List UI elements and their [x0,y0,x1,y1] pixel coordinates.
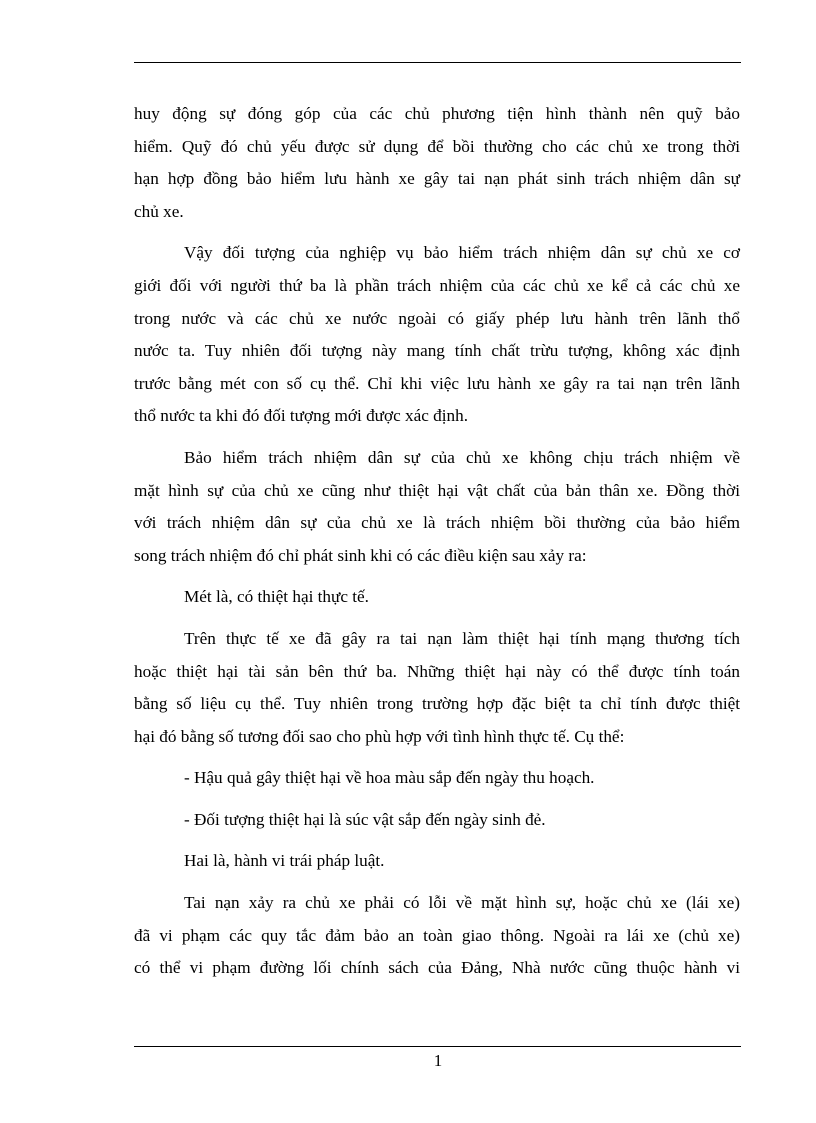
text-line: nước ta. Tuy nhiên đối tượng này mang tính chất trừu tượng, không xác định [134,341,740,361]
text-line: hại đó bằng số tương đối sao cho phù hợp với tình hình thực tế. Cụ thể: [134,726,625,746]
text-line: mặt hình sự của chủ xe cũng như thiệt hại vật chất của bản thân xe. Đồng thời [134,480,740,500]
footer-rule [134,1046,741,1047]
paragraph-1 [134,98,740,228]
text-line: Bảo hiểm trách nhiệm dân sự của chủ xe không chịu trách nhiệm về [184,447,740,467]
paragraph-4: Mét là, có thiệt hại thực tế. [184,587,369,607]
text-line: thổ nước ta khi đó đối tượng mới được xác định. [134,406,469,426]
paragraph-5 [134,623,740,753]
text-line: Vậy đối tượng của nghiệp vụ bảo hiểm trách nhiệm dân sự chủ xe cơ [184,243,740,263]
header-rule [134,62,741,63]
bullet-item: - Đối tượng thiệt hại là súc vật sắp đến ngày sinh đẻ. [184,809,546,829]
paragraph-8: Hai là, hành vi trái pháp luật. [184,851,385,871]
text-line: giới đối với người thứ ba là phần trách nhiệm của các chủ xe kể cả các chủ xe [134,275,740,295]
text-line: hoặc thiệt hại tài sản bên thứ ba. Những thiệt hại này có thể được tính toán [134,661,740,681]
text-line: với trách nhiệm dân sự của chủ xe là trách nhiệm bồi thường của bảo hiểm [134,513,740,533]
text-line: huy động sự đóng góp của các chủ phương tiện hình thành nên quỹ bảo [134,104,740,123]
text-line: trong nước và các chủ xe nước ngoài có giấy phép lưu hành trên lãnh thổ [134,308,740,328]
paragraph-3 [134,442,740,572]
page-number: 1 [433,1051,443,1070]
text-line: đã vi phạm các quy tắc đảm bảo an toàn giao thông. Ngoài ra lái xe (chủ xe) [134,925,740,945]
text-line: bằng số liệu cụ thể. Tuy nhiên trong trường hợp đặc biệt ta chỉ tính được thiệt [134,694,740,714]
text-line: Trên thực tế xe đã gây ra tai nạn làm thiệt hại tính mạng thương tích [184,628,740,648]
text-line: song trách nhiệm đó chỉ phát sinh khi có các điều kiện sau xảy ra: [134,545,587,565]
text-line: chủ xe. [134,201,184,221]
text-line: hạn hợp đồng bảo hiểm lưu hành xe gây tai nạn phát sinh trách nhiệm dân sự [134,169,740,189]
text-line: có thể vi phạm đường lối chính sách của Đảng, Nhà nước cũng thuộc hành vi [134,958,740,978]
text-line: Tai nạn xảy ra chủ xe phải có lỗi về mặt hình sự, hoặc chủ xe (lái xe) [184,893,740,913]
page-body [134,98,740,994]
paragraph-2 [134,237,740,433]
text-line: trước bằng mét con số cụ thể. Chỉ khi việc lưu hành xe gây ra tai nạn trên lãnh [134,373,740,393]
bullet-item: - Hậu quả gây thiệt hại về hoa màu sắp đến ngày thu hoạch. [184,768,595,788]
text-line: hiểm. Quỹ đó chủ yếu được sử dụng để bồi thường cho các chủ xe trong thời [134,136,740,156]
paragraph-9 [134,887,740,985]
